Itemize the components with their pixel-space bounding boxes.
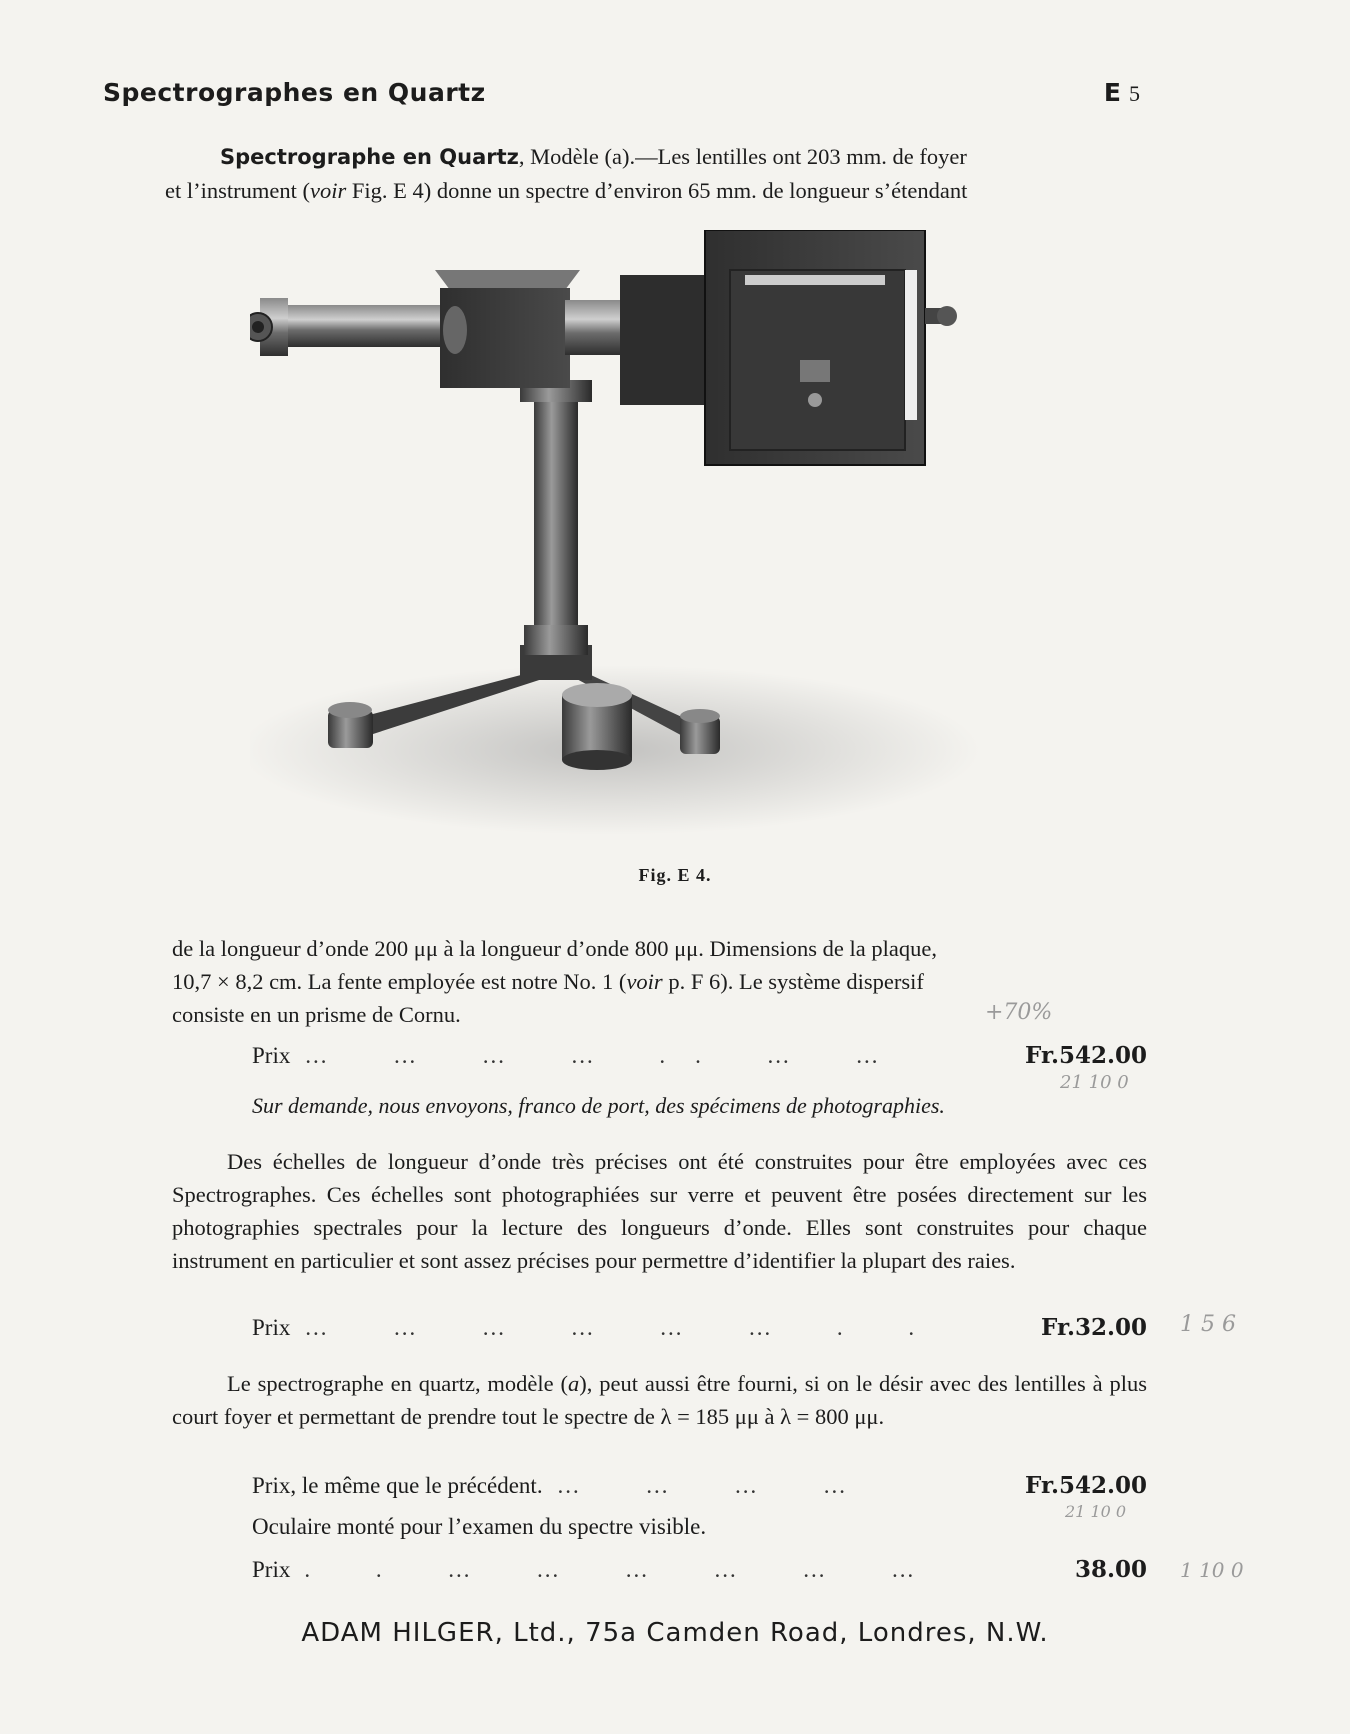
support-column — [520, 380, 592, 655]
leader-dots: … … … … — [556, 1473, 876, 1498]
intro-line-1-rest: , Modèle (a).—Les lentilles ont 203 mm. de foyer — [518, 144, 967, 169]
price-value: Fr.542.00 — [1025, 1042, 1147, 1069]
paragraph-dimensions-line-1: de la longueur d’onde 200 μμ à la longueur d’onde 800 μμ. Dimensions de la plaque, — [172, 936, 937, 961]
figure-caption: Fig. E 4. — [638, 865, 712, 885]
price-row-3 — [252, 1472, 1147, 1499]
price-label: Prix, le même que le précédent. — [252, 1473, 543, 1498]
handwritten-note-price-2: 1 5 6 — [1180, 1312, 1236, 1337]
intro-voir: voir — [309, 178, 347, 203]
paragraph-dimensions-line-2 — [172, 965, 1147, 998]
price-row-4 — [252, 1556, 1147, 1583]
price-value: Fr.542.00 — [1025, 1472, 1147, 1499]
para3-post: ), peut aussi être fourni, si on le désir avec des lentilles à plus court foyer et permettant de prendre tout le spectre de λ = 185 μμ à λ = 800 μμ. — [172, 1371, 1148, 1429]
spectrograph-illustration — [250, 230, 1000, 840]
intro-line-2-post: Fig. E 4) donne un spectre d’environ 65 mm. de longueur s’étendant — [346, 178, 968, 203]
para3-pre: Le spectrographe en quartz, modèle ( — [227, 1371, 569, 1396]
page-header — [103, 78, 1140, 108]
prism-housing — [435, 270, 580, 388]
plate-holder — [620, 230, 957, 465]
product-title: Spectrographe en Quartz — [220, 145, 519, 169]
leader-dots: . . … … … … … … — [304, 1557, 945, 1582]
page-number — [1104, 78, 1140, 108]
para1-line2-pre: 10,7 × 8,2 cm. La fente employée est notre No. 1 ( — [172, 969, 627, 994]
price-label: Prix — [252, 1557, 291, 1582]
price-label: Prix — [252, 1043, 291, 1068]
price-row-2 — [252, 1314, 1147, 1341]
intro-paragraph — [165, 140, 1145, 207]
intro-line-2-pre: et l’instrument ( — [165, 178, 310, 203]
para1-voir: voir — [626, 969, 663, 994]
price-value: Fr.32.00 — [1041, 1314, 1147, 1341]
handwritten-note-price-4: 1 10 0 — [1180, 1558, 1244, 1582]
price-label: Prix — [252, 1315, 291, 1340]
page-number-value: 5 — [1129, 81, 1140, 106]
paragraph-dimensions-line-3: consiste en un prisme de Cornu. — [172, 1002, 461, 1027]
paragraph-scales: Des échelles de longueur d’onde très précises ont été construites pour être employées avec ces Spectrographes. Ces échelles sont photographiées sur verre et peuvent être posées directement sur les photographies spectrales pour la lecture des longueurs d’onde. Elles sont construites pour chaque instrument en particulier et sont assez précises pour permettre d’identifier la plupart des raies. — [172, 1149, 1147, 1273]
specimen-note: Sur demande, nous envoyons, franco de port, des spécimens de photographies. — [252, 1093, 945, 1118]
leader-dots: … … … … .. … … — [304, 1043, 909, 1068]
page-title: Spectrographes en Quartz — [103, 78, 486, 107]
page-section-letter: E — [1103, 78, 1121, 107]
handwritten-note-price-1: 21 10 0 — [1060, 1072, 1129, 1093]
leader-dots: … … … … … … . . — [304, 1315, 945, 1340]
ocular-line: Oculaire monté pour l’examen du spectre visible. — [252, 1514, 707, 1539]
para3-model-a: a — [568, 1371, 580, 1396]
price-row-1 — [252, 1042, 1147, 1069]
para1-line2-post: p. F 6). Le système dispersif — [662, 969, 924, 994]
handwritten-note-price-3: 21 10 0 — [1065, 1502, 1127, 1521]
price-value: 38.00 — [1074, 1556, 1147, 1583]
intro-line-1 — [165, 140, 1145, 174]
camera-tube — [565, 300, 625, 355]
intro-line-2 — [165, 174, 1145, 207]
handwritten-note-percent: +70% — [985, 1000, 1053, 1025]
paragraph-short-focus — [172, 1367, 1147, 1433]
publisher-footer: ADAM HILGER, Ltd., 75a Camden Road, Londres, N.W. — [301, 1618, 1049, 1648]
